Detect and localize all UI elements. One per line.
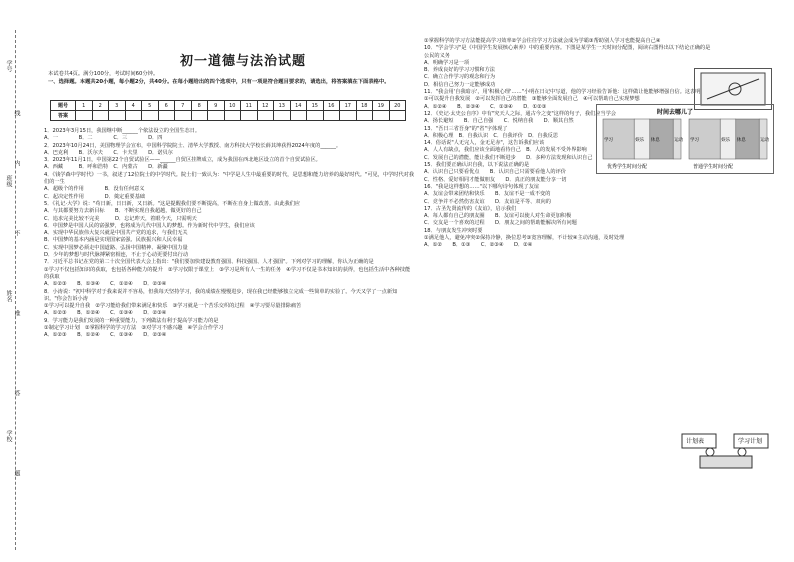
question-line: C．交友是一个喜欢的过程 D．朋友之间的帮助能解决所有问题 xyxy=(424,220,577,227)
question-line: 6．中国梦是中国人民的富强梦，也将成为几代中国人的梦想。作为新时代中学生，我们应该 xyxy=(44,222,255,229)
question-line: 16．"我是这样想的……"以下哪句诗句体现了友谊 xyxy=(424,183,540,190)
info-line: 本试卷共4页。满分100分，考试时间60分钟。 xyxy=(48,71,159,77)
question-line: C．竞争并不必然伤害友谊 D．友谊是平等、双向的 xyxy=(424,198,551,205)
question-line: 17．古圣先贤流传的《友谊》，启示我们 xyxy=(424,205,517,212)
question-line: 9．学习能力是我们发展的一种重要能力，下列做法有利于提高学习能力的是 xyxy=(44,317,219,324)
chart-segment-label: 学习 xyxy=(690,138,699,143)
question-line: B．养成良好的学习习惯和方法 xyxy=(424,67,495,74)
answer-cell[interactable] xyxy=(340,111,357,121)
question-number: 13 xyxy=(274,101,291,111)
question-line: ①满足他人，避免冲突②保持冷静，换位思考③宽容理解，不计较④主动沟通，及时处理 xyxy=(424,235,625,242)
cartoon-study xyxy=(680,432,772,472)
question-number: 10 xyxy=(224,101,241,111)
question-line: 14．俗话说"人无完人，金无足赤"，这告诉我们应该 xyxy=(424,140,545,147)
label-class: 班级 xyxy=(5,175,12,187)
question-line: C．确立合作学习的观念和行为 xyxy=(424,74,496,81)
mark-5: 题 xyxy=(13,470,20,476)
answer-cell[interactable] xyxy=(257,111,274,121)
chart-title: 时间去哪儿了 xyxy=(657,109,694,116)
chart-svg xyxy=(597,105,773,173)
question-line: 15．我们要正确认识自我，以下说法正确的是 xyxy=(424,162,530,169)
question-line: D．少年的梦想与时代脉搏紧密相连，不止于心动更要付出行动 xyxy=(44,252,189,259)
answer-cell[interactable] xyxy=(224,111,241,121)
answer-cell[interactable] xyxy=(389,111,406,121)
label-school: 学校 xyxy=(5,430,12,442)
question-line: 3．2023年11月1日，中国第22个自贸试验区——______自贸区挂牌成立，成为我国在西北地区设立的首个自贸试验区。 xyxy=(44,157,321,164)
mark-0: 线 xyxy=(13,110,20,116)
answer-cell[interactable] xyxy=(142,111,159,121)
question-number: 17 xyxy=(340,101,357,111)
question-line: A．积极心理 B．自我认识 C．自我评价 D．自我反思 xyxy=(424,132,559,139)
answer-cell[interactable] xyxy=(125,111,142,121)
row-label: 题号 xyxy=(51,101,76,111)
chart-segment-label: 运动 xyxy=(760,138,770,143)
question-number: 4 xyxy=(125,101,142,111)
question-number: 19 xyxy=(373,101,390,111)
question-line: ①制定学习计划 ②掌握科学的学习方法 ③对学习不感兴趣 ④学会合作学习 xyxy=(44,325,224,332)
mark-4: 答 xyxy=(13,390,20,396)
question-line: A．①②③ B．①②④ C．①③④ D．②③④ xyxy=(44,332,167,339)
question-line: C．追求完美比较不完美 D．忘记昨天，着眼今天，只需明天 xyxy=(44,215,197,222)
question-number: 12 xyxy=(257,101,274,111)
question-line: 4．《钱学森中学时代》一书，叙述了12位院士的中学时代。院士们一致认为："中学是人生中最重要的时代，是思想和能力培养的最好时代。"可见，中学时代对我们的一生 xyxy=(44,171,415,186)
question-number: 20 xyxy=(389,101,406,111)
question-line: 8．小涛说："初中科学对于我来说并不容易，但我每天坚持学习，我的成绩在慢慢进步，现在我已经能够独立完成一些简单的实验了。今天又学了一点新知识。"你会告诉小涛 xyxy=(44,288,398,302)
time-chart xyxy=(596,104,774,174)
cartoon-text-0: 计划表 xyxy=(686,438,705,445)
mark-3: 准 xyxy=(13,310,20,316)
question-line: A．与其都要努力去新目标 B．不断实现自我超越，做更好的自己 xyxy=(44,208,202,215)
question-line: A．人人有缺点，我们应该全面地看待自己 B．人的发展不受外界影响 xyxy=(424,147,587,154)
chart-caption-left: 优秀学生时间分配 xyxy=(607,164,648,170)
binding-strip xyxy=(0,0,26,562)
question-line: 18．与朋友发生冲突时要 xyxy=(424,227,483,234)
chart-segment-label: 娱乐 xyxy=(721,138,731,143)
answer-cell[interactable] xyxy=(307,111,324,121)
mark-1: 内 xyxy=(13,160,20,166)
chart-segment-label: 运动 xyxy=(674,138,684,143)
question-number: 11 xyxy=(241,101,258,111)
question-number: 15 xyxy=(307,101,324,111)
chart-segment-label: 娱乐 xyxy=(635,138,645,143)
question-number: 9 xyxy=(208,101,225,111)
answer-table xyxy=(50,100,406,121)
answer-cell[interactable] xyxy=(373,111,390,121)
question-number: 14 xyxy=(290,101,307,111)
answer-cell[interactable] xyxy=(76,111,93,121)
question-line: ①学习不仅包括知识的获取，也包括各种能力的提升 ②学习仅限于课堂上 ③学习是所有人一生的任务 ④学习不仅是书本知识的获得，也包括生活中各种技能的获取 xyxy=(44,266,411,280)
question-line: C．起决定性作用 D．奠定重要基础 xyxy=(44,193,145,200)
question-number: 8 xyxy=(191,101,208,111)
question-line: C．性格、爱好相同才能做朋友 D．真正的朋友能分享一切 xyxy=(424,176,567,183)
question-line: A．①②④ B．②③④ C．①③④ D．①②③ xyxy=(424,103,547,110)
question-line: A．西藏 B．呼和浩特 C．内蒙古 D．新疆 xyxy=(44,164,168,171)
question-line: A．一 B．二 C．三 D．四 xyxy=(44,135,163,142)
question-number: 7 xyxy=(175,101,192,111)
cartoon-figure xyxy=(695,69,771,109)
question-line: 13．"吾日三省吾身"的"省"字体现了 xyxy=(424,125,508,132)
page-title: 初一道德与法治试题 xyxy=(180,54,307,69)
study-cartoon-figure xyxy=(680,432,772,472)
chart-segment-label: 学习 xyxy=(604,138,613,143)
exam-info xyxy=(48,70,416,86)
answer-cell[interactable] xyxy=(323,111,340,121)
answer-cell[interactable] xyxy=(158,111,175,121)
question-line: A．①②③ B．①②④ C．①③④ D．②③④ xyxy=(44,310,167,317)
question-line: A．巴克利 B．沃尔夫 C．卡夫里 D．诺贝尔 xyxy=(44,149,173,156)
question-line: A．认识自己只要看优点 B．认识自己只需要看他人的评价 xyxy=(424,169,566,176)
question-number: 2 xyxy=(92,101,109,111)
question-line: 12．《史记·太史公自序》中有"究天人之际，通古今之变"这样的句子，我们应当学会 xyxy=(424,110,616,117)
question-number: 18 xyxy=(356,101,373,111)
question-number: 3 xyxy=(109,101,126,111)
question-line: D．相信自己努力一定能够成功 xyxy=(424,81,496,88)
question-line: 10．"学会学习"是《中国学生发展核心素养》中的重要内容。下图是某学生一天时间分配图，阅读右图得出以下结论正确的是 xyxy=(424,45,711,52)
answer-cell[interactable] xyxy=(274,111,291,121)
answer-cell[interactable] xyxy=(92,111,109,121)
question-line: A．超级个的作用 B．没有任何意义 xyxy=(44,186,145,193)
question-line: A．①② B．①③ C．②③④ D．②④ xyxy=(424,242,533,249)
mark-2: 不 xyxy=(13,230,20,236)
question-line: A．实现中华民族伟大复兴就是中国共产党的追求，与我们无关 xyxy=(44,230,188,237)
question-line: A．友谊会带来团结和快乐 B．友谊不是一成不变的 xyxy=(424,191,551,198)
question-line: 5．《礼记·大学》说："苟日新，日日新，又日新。"这是提醒我们要不断提高，不断在自身上做改善。由此我们应 xyxy=(44,200,301,207)
question-line: C．发展自己的潜能，能让我们不断进步 D．多种方法发现和认识自己 xyxy=(424,154,593,161)
question-line: B．中国梦的基本内涵是实现国家富强、民族振兴和人民幸福 xyxy=(44,237,183,244)
question-number: 16 xyxy=(323,101,340,111)
question-line: 7．习近平总书记在党的第二十次全国代表大会上指出："我们要加快建设教育强国、科技强国、人才强国"。下列对学习的理解，你认为正确的是 xyxy=(44,259,374,266)
answer-cell[interactable] xyxy=(208,111,225,121)
question-line: ①掌握科学的学习方法能提高学习效率②学会往往学习方法就会成为学霸③帮助别人学习也能提高自己④ xyxy=(424,38,661,44)
question-line: ①学习可以提升自我 ②学习能给我们带来满足和快乐 ③学习就是一个苦乐交织的过程 ④学习要尽量排除痛苦 xyxy=(44,303,302,310)
question-line: ①可以提升自我发展 ②可以发挥自己的潜能 ③能够全面发展自己 ④可以帮助自己实现梦想 xyxy=(424,96,640,103)
chart-segment-label: 休息 xyxy=(736,138,746,143)
answer-cell[interactable] xyxy=(109,111,126,121)
answer-cell[interactable] xyxy=(241,111,258,121)
question-line: 11．"我会用'自我暗示'，用'积极心理'……"小明在日记中写道，他的学习经验告诉他：这样做让他能够增强自信。这表明 xyxy=(424,89,701,96)
question-line: 2．2023年10月24日，美国物理学会宣布，中国科学院院士、清华大学教授、南方科技大学校长薛其坤获得2024年度的______。 xyxy=(44,142,342,149)
question-line: A．①②③ B．①③④ C．①②④ D．②③④ xyxy=(44,281,167,288)
row-label: 答案 xyxy=(51,111,76,121)
answer-cell[interactable] xyxy=(290,111,307,121)
question-number: 6 xyxy=(158,101,175,111)
answer-cell[interactable] xyxy=(191,111,208,121)
question-line: A．扬长避短 B．自己自强 C．悦纳自我 D．顺其自然 xyxy=(424,118,574,125)
left-column xyxy=(44,128,414,340)
question-line: A．明确学习是一项 xyxy=(424,59,470,66)
answer-cell[interactable] xyxy=(356,111,373,121)
question-line: C．实现中国梦必须走中国道路、弘扬中国精神、凝聚中国力量 xyxy=(44,244,188,251)
answer-cell[interactable] xyxy=(175,111,192,121)
info-line: 一、选择题。本题共20小题，每小题2分，共40分。在每小题给出的四个选项中，只有一项是符合题目要求的，请选出，将答案填在下面表格中。 xyxy=(48,79,390,85)
label-student-id: 学号 xyxy=(5,60,12,72)
question-line: 1．2023年3月15日，我国继中断______个依法设立的全国生态日。 xyxy=(44,128,201,134)
chart-caption-right: 普通学生时间分配 xyxy=(693,164,734,170)
cartoon-text-1: 学习计划 xyxy=(738,438,763,445)
question-line: 公民的义务 xyxy=(424,52,450,59)
question-number: 1 xyxy=(76,101,93,111)
label-name: 姓名 xyxy=(5,290,12,302)
question-number: 5 xyxy=(142,101,159,111)
chart-segment-label: 休息 xyxy=(650,138,660,143)
question-line: A．每人都有自己的朋友圈 B．友谊可以使人对生命更加积极 xyxy=(424,213,572,220)
